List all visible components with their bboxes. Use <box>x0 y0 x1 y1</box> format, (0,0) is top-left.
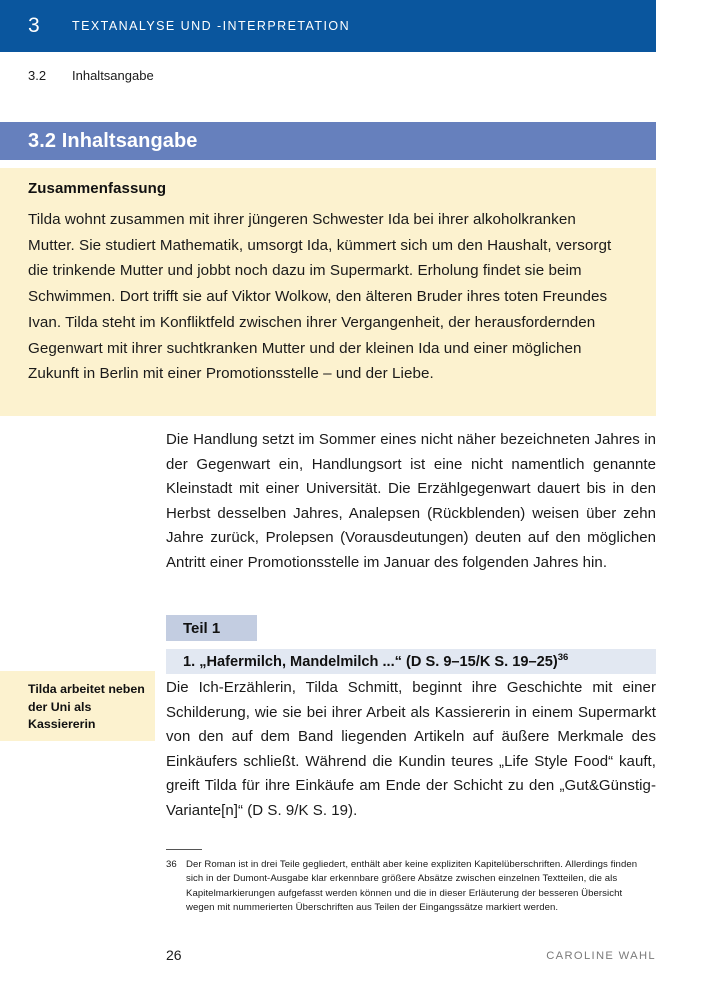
footnote-number: 36 <box>166 859 177 870</box>
page-number: 26 <box>166 947 182 963</box>
chapter-title: TEXTANALYSE UND -INTERPRETATION <box>72 19 351 33</box>
summary-body-text: Tilda wohnt zusammen mit ihrer jüngeren Schwester Ida bei ihrer alkoholkranken Mutter. Sie studiert Mathematik, umsorgt Ida, kümmert sich um den Haushalt, versorgt die trinkende Mutter und jobbt noch dazu im Supermarkt. Erholung findet sie beim Schwimmen. Dort trifft sie auf Viktor Wolkow, den älteren Bruder ihres toten Freundes Ivan. Tilda steht im Konfliktfeld zwischen ihrer Vergangenheit, der herausfordernden Gegenwart mit ihrer suchtkranken Mutter und der kleinen Ida und einer möglichen Zukunft in Berlin mit einer Promotionsstelle – und der Liebe. <box>28 211 612 383</box>
section-heading-label: 3.2 Inhaltsangabe <box>28 129 198 152</box>
chapter-running-head-banner <box>0 0 656 52</box>
body-paragraph-2: Die Ich-Erzählerin, Tilda Schmitt, beginnt ihre Geschichte mit einer Schilderung, wie sie bei ihrer Arbeit als Kassiererin in einem Supermarkt von den auf dem Band liegenden Artikeln auf äußere Merkmale des Einkäufers schließt. Während die Kundin teures „Life Style Food“ kauft, greift Tilda für ihre Einkäufe am Ende der Schicht zu den „Gut&Günstig-Variante[n]“ (D S. 9/K S. 19). <box>166 679 656 819</box>
running-author: CAROLINE WAHL <box>546 950 656 962</box>
part-badge <box>166 615 257 641</box>
section-running-head <box>0 64 656 86</box>
numbered-subheading-text <box>183 651 569 670</box>
numbered-subheading-band <box>166 649 656 674</box>
part-badge-label: Teil 1 <box>183 619 221 637</box>
chapter-number: 3 <box>28 14 40 37</box>
footnote-text: Der Roman ist in drei Teile gegliedert, enthält aber keine expliziten Kapitelüberschriften. Allerdings finden sich in der Dumont-Ausgabe klar erkennbare größere Absätze zwischen einzelnen Textteilen, die als Kapitelmarkierungen aufgefasst werden können und die in dieser Erläuterung der besseren Übersicht wegen mit nummerierten Überschriften aus Teilen der Eingangssätze markiert werden. <box>186 859 638 914</box>
footnote <box>166 858 646 916</box>
section-running-head-title: Inhaltsangabe <box>72 67 154 83</box>
section-heading-bar <box>0 122 656 160</box>
numbered-subheading-label: 1. „Hafermilch, Mandelmilch ...“ (D S. 9–15/K S. 19–25) <box>183 653 558 670</box>
main-text-column-secondary <box>166 676 656 823</box>
margin-note <box>0 671 155 741</box>
summary-panel <box>0 168 656 416</box>
section-running-head-number: 3.2 <box>28 67 47 83</box>
footnote-marker: 36 <box>557 651 569 663</box>
main-text-column <box>166 428 656 575</box>
summary-title: Zusammenfassung <box>28 180 167 197</box>
body-paragraph-1: Die Handlung setzt im Sommer eines nicht näher bezeichneten Jahres in der Gegenwart ein, Handlungsort ist eine nicht namentlich genannte Kleinstadt mit einer Universität. Die Erzählgegenwart dauert bis in den Herbst desselben Jahres, Analepsen (Rückblenden) weisen über zehn Jahre zurück, Prolepsen (Vorausdeutungen) deuten auf den möglichen Antritt einer Promotionsstelle im Januar des folgenden Jahres hin. <box>166 431 656 571</box>
footnote-separator-rule <box>166 849 202 850</box>
margin-note-text: Tilda arbeitet neben der Uni als Kassiererin <box>28 682 145 731</box>
